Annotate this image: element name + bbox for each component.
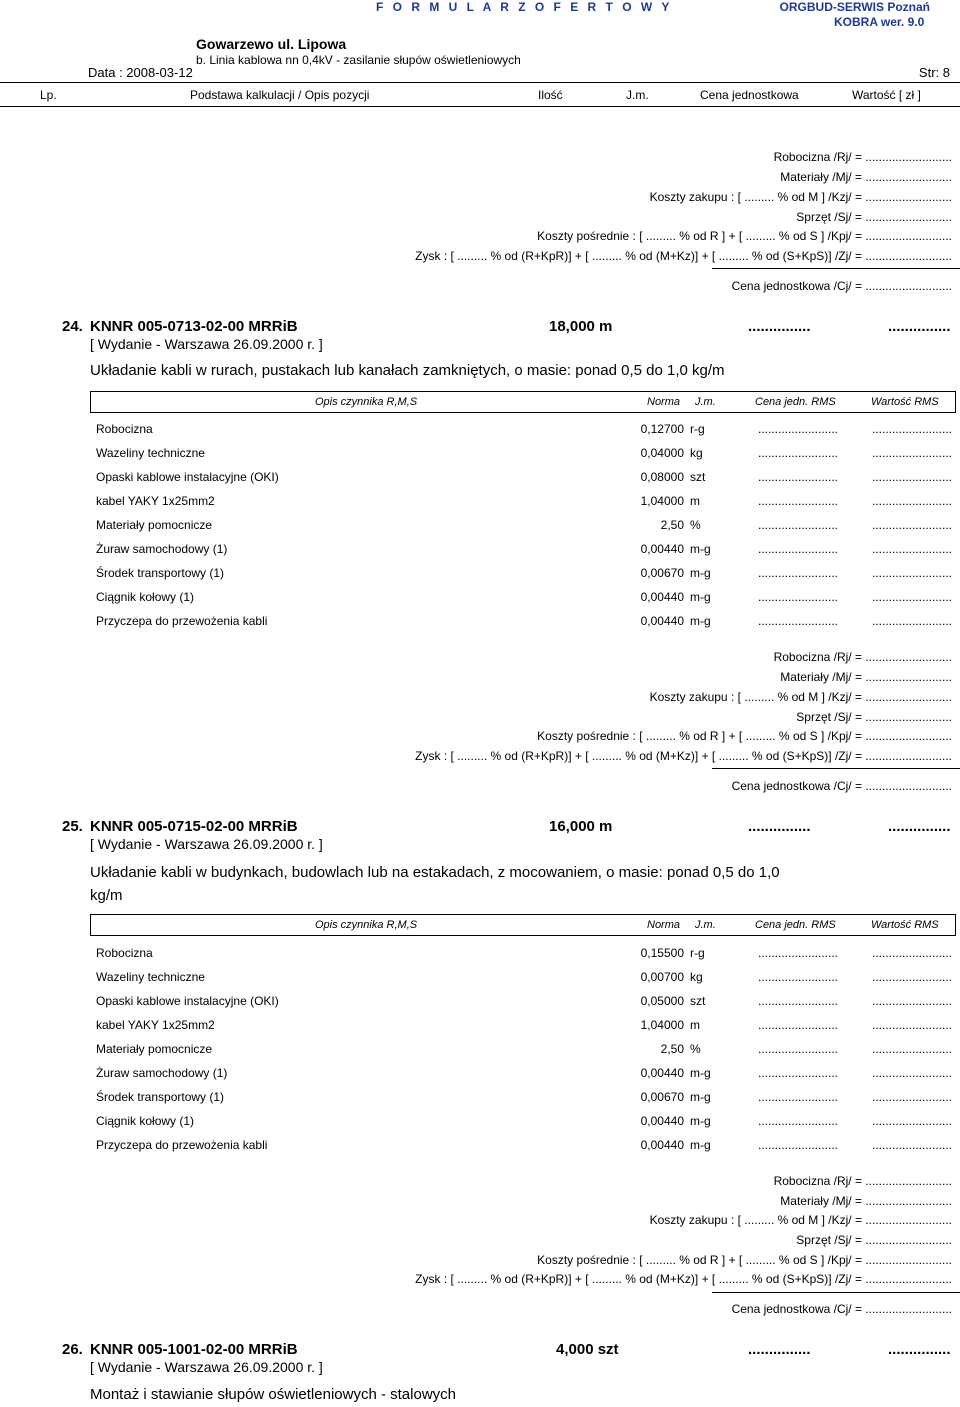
rms-norm: 0,00440 xyxy=(640,590,684,604)
rms-norm: 0,04000 xyxy=(640,446,684,460)
form-title: F O R M U L A R Z O F E R T O W Y xyxy=(376,0,673,14)
rms-row xyxy=(96,566,956,584)
rms-table-header xyxy=(90,914,956,936)
rms-unit: m-g xyxy=(690,590,711,604)
rms-norm: 0,00670 xyxy=(640,1090,684,1104)
project-subtitle: b. Linia kablowa nn 0,4kV - zasilanie słupów oświetleniowych xyxy=(196,53,521,67)
summary-indirect-cost: Koszty pośrednie : [ ......... % od R ] + [ ......... % od S ] /Kpj/ = .......................... xyxy=(537,729,952,743)
summary-unit-price: Cena jednostkowa /Cj/ = .......................... xyxy=(731,1302,952,1316)
rms-unit: m-g xyxy=(690,1138,711,1152)
item-description: Układanie kabli w budynkach, budowlach lub na estakadach, z mocowaniem, o masie: ponad 0,5 do 1,0 xyxy=(90,864,780,881)
rms-norm: 0,00670 xyxy=(640,566,684,580)
rms-norm: 0,00700 xyxy=(640,970,684,984)
rms-norm: 1,04000 xyxy=(640,494,684,508)
rms-price-dots: ........................ xyxy=(758,1066,839,1080)
item-value-dots: ............... xyxy=(888,1341,951,1358)
item-unit-price-dots: ............... xyxy=(748,318,811,335)
rms-norm: 2,50 xyxy=(660,1042,684,1056)
rms-factor: Żuraw samochodowy (1) xyxy=(96,1066,228,1080)
item-description-cont: kg/m xyxy=(90,887,123,904)
summary-equipment: Sprzęt /Sj/ = .......................... xyxy=(796,710,952,724)
rms-price-dots: ........................ xyxy=(758,542,839,556)
software-version: KOBRA wer. 9.0 xyxy=(834,15,925,29)
rms-value-dots: ........................ xyxy=(871,422,952,436)
rms-factor: Materiały pomocnicze xyxy=(96,1042,213,1056)
rms-norm: 0,15500 xyxy=(640,946,684,960)
col-unit: J.m. xyxy=(626,88,649,102)
summary-profit: Zysk : [ ......... % od (R+KpR)] + [ ......... % od (M+Kz)] + [ ......... % od (S+KpS)] /Zj/ = .......................... xyxy=(415,749,952,763)
rms-price-dots: ........................ xyxy=(758,994,839,1008)
rms-col-value: Wartość RMS xyxy=(871,919,939,931)
rms-unit: m-g xyxy=(690,542,711,556)
summary-purchase-cost: Koszty zakupu : [ ......... % od M ] /Kzj/ = .......................... xyxy=(649,690,952,704)
rms-unit: kg xyxy=(690,970,703,984)
rms-norm: 0,12700 xyxy=(640,422,684,436)
rms-factor: Żuraw samochodowy (1) xyxy=(96,542,228,556)
rms-factor: Robocizna xyxy=(96,422,153,436)
company-name: ORGBUD-SERWIS Poznań xyxy=(779,0,930,14)
summary-labor: Robocizna /Rj/ = .......................... xyxy=(773,1174,952,1188)
col-value: Wartość [ zł ] xyxy=(852,88,921,102)
col-unit-price: Cena jednostkowa xyxy=(700,88,799,102)
rms-row xyxy=(96,494,956,512)
rms-price-dots: ........................ xyxy=(758,1090,839,1104)
rms-row xyxy=(96,542,956,560)
rms-unit: m xyxy=(690,1018,700,1032)
rms-norm: 0,00440 xyxy=(640,1114,684,1128)
rms-value-dots: ........................ xyxy=(871,946,952,960)
rms-row xyxy=(96,1066,956,1084)
item-edition: [ Wydanie - Warszawa 26.09.2000 r. ] xyxy=(90,1359,323,1375)
rms-value-dots: ........................ xyxy=(871,518,952,532)
rms-value-dots: ........................ xyxy=(871,446,952,460)
col-lp: Lp. xyxy=(40,88,57,102)
rms-unit: % xyxy=(690,1042,701,1056)
summary-materials: Materiały /Mj/ = .......................... xyxy=(780,670,952,684)
header-rule-bottom xyxy=(0,106,960,107)
rms-unit: r-g xyxy=(690,946,705,960)
rms-norm: 1,04000 xyxy=(640,1018,684,1032)
item-unit-price-dots: ............... xyxy=(748,818,811,835)
summary-rule xyxy=(712,268,960,269)
rms-price-dots: ........................ xyxy=(758,446,839,460)
project-name: Gowarzewo ul. Lipowa xyxy=(196,36,347,52)
rms-table-header xyxy=(90,391,956,413)
rms-row xyxy=(96,1090,956,1108)
rms-value-dots: ........................ xyxy=(871,542,952,556)
col-qty: Ilość xyxy=(538,88,563,102)
rms-factor: Materiały pomocnicze xyxy=(96,518,213,532)
summary-equipment: Sprzęt /Sj/ = .......................... xyxy=(796,210,952,224)
item-code: KNNR 005-1001-02-00 MRRiB xyxy=(90,1341,298,1358)
rms-col-price: Cena jedn. RMS xyxy=(755,396,836,408)
rms-unit: m-g xyxy=(690,1090,711,1104)
summary-indirect-cost: Koszty pośrednie : [ ......... % od R ] + [ ......... % od S ] /Kpj/ = .......................... xyxy=(537,229,952,243)
rms-row xyxy=(96,1138,956,1156)
item-edition: [ Wydanie - Warszawa 26.09.2000 r. ] xyxy=(90,336,323,352)
rms-price-dots: ........................ xyxy=(758,1018,839,1032)
rms-col-unit: J.m. xyxy=(695,396,716,408)
rms-factor: Wazeliny techniczne xyxy=(96,446,205,460)
rms-unit: m-g xyxy=(690,614,711,628)
rms-price-dots: ........................ xyxy=(758,1042,839,1056)
item-number: 24. xyxy=(62,318,83,335)
rms-row xyxy=(96,1042,956,1060)
rms-price-dots: ........................ xyxy=(758,494,839,508)
item-number: 26. xyxy=(62,1341,83,1358)
rms-factor: Środek transportowy (1) xyxy=(96,566,225,580)
item-number: 25. xyxy=(62,818,83,835)
rms-norm: 0,00440 xyxy=(640,542,684,556)
rms-price-dots: ........................ xyxy=(758,1138,839,1152)
rms-value-dots: ........................ xyxy=(871,614,952,628)
rms-factor: Ciągnik kołowy (1) xyxy=(96,590,195,604)
rms-price-dots: ........................ xyxy=(758,518,839,532)
rms-col-factor: Opis czynnika R,M,S xyxy=(315,396,418,408)
rms-factor: Środek transportowy (1) xyxy=(96,1090,225,1104)
rms-price-dots: ........................ xyxy=(758,566,839,580)
rms-value-dots: ........................ xyxy=(871,470,952,484)
item-description: Montaż i stawianie słupów oświetleniowych - stalowych xyxy=(90,1386,456,1403)
summary-indirect-cost: Koszty pośrednie : [ ......... % od R ] + [ ......... % od S ] /Kpj/ = .......................... xyxy=(537,1253,952,1267)
rms-row xyxy=(96,614,956,632)
rms-price-dots: ........................ xyxy=(758,614,839,628)
rms-norm: 2,50 xyxy=(660,518,684,532)
rms-col-norm: Norma xyxy=(647,396,681,408)
rms-unit: m-g xyxy=(690,566,711,580)
rms-value-dots: ........................ xyxy=(871,1090,952,1104)
summary-profit: Zysk : [ ......... % od (R+KpR)] + [ ......... % od (M+Kz)] + [ ......... % od (S+KpS)] /Zj/ = .......................... xyxy=(415,1272,952,1286)
rms-col-factor: Opis czynnika R,M,S xyxy=(315,919,418,931)
item-description: Układanie kabli w rurach, pustakach lub kanałach zamkniętych, o masie: ponad 0,5 do 1,0 kg/m xyxy=(90,362,725,379)
rms-value-dots: ........................ xyxy=(871,1042,952,1056)
item-quantity: 4,000 szt xyxy=(556,1341,619,1358)
rms-factor: kabel YAKY 1x25mm2 xyxy=(96,494,215,508)
rms-factor: Przyczepa do przewożenia kabli xyxy=(96,614,268,628)
rms-factor: Ciągnik kołowy (1) xyxy=(96,1114,195,1128)
rms-norm: 0,00440 xyxy=(640,1138,684,1152)
rms-value-dots: ........................ xyxy=(871,1138,952,1152)
item-value-dots: ............... xyxy=(888,318,951,335)
item-code: KNNR 005-0713-02-00 MRRiB xyxy=(90,318,298,335)
summary-unit-price: Cena jednostkowa /Cj/ = .......................... xyxy=(731,779,952,793)
rms-row xyxy=(96,422,956,440)
rms-price-dots: ........................ xyxy=(758,970,839,984)
rms-price-dots: ........................ xyxy=(758,422,839,436)
summary-purchase-cost: Koszty zakupu : [ ......... % od M ] /Kzj/ = .......................... xyxy=(649,190,952,204)
summary-labor: Robocizna /Rj/ = .......................... xyxy=(773,650,952,664)
rms-value-dots: ........................ xyxy=(871,994,952,1008)
rms-factor: kabel YAKY 1x25mm2 xyxy=(96,1018,215,1032)
summary-materials: Materiały /Mj/ = .......................... xyxy=(780,170,952,184)
summary-equipment: Sprzęt /Sj/ = .......................... xyxy=(796,1233,952,1247)
summary-rule xyxy=(712,768,960,769)
rms-factor: Opaski kablowe instalacyjne (OKI) xyxy=(96,994,279,1008)
rms-price-dots: ........................ xyxy=(758,470,839,484)
rms-price-dots: ........................ xyxy=(758,946,839,960)
rms-unit: m xyxy=(690,494,700,508)
rms-col-price: Cena jedn. RMS xyxy=(755,919,836,931)
rms-norm: 0,00440 xyxy=(640,614,684,628)
rms-factor: Wazeliny techniczne xyxy=(96,970,205,984)
item-edition: [ Wydanie - Warszawa 26.09.2000 r. ] xyxy=(90,836,323,852)
rms-row xyxy=(96,970,956,988)
rms-col-norm: Norma xyxy=(647,919,681,931)
summary-labor: Robocizna /Rj/ = .......................... xyxy=(773,150,952,164)
rms-row xyxy=(96,1018,956,1036)
rms-price-dots: ........................ xyxy=(758,590,839,604)
rms-row xyxy=(96,590,956,608)
summary-rule xyxy=(712,1292,960,1293)
page-number: Str: 8 xyxy=(918,65,950,80)
rms-value-dots: ........................ xyxy=(871,970,952,984)
col-basis: Podstawa kalkulacji / Opis pozycji xyxy=(190,88,370,102)
rms-row xyxy=(96,1114,956,1132)
rms-factor: Opaski kablowe instalacyjne (OKI) xyxy=(96,470,279,484)
document-date: Data : 2008-03-12 xyxy=(88,65,193,80)
rms-unit: % xyxy=(690,518,701,532)
rms-value-dots: ........................ xyxy=(871,566,952,580)
rms-value-dots: ........................ xyxy=(871,1066,952,1080)
summary-materials: Materiały /Mj/ = .......................... xyxy=(780,1194,952,1208)
rms-price-dots: ........................ xyxy=(758,1114,839,1128)
rms-norm: 0,00440 xyxy=(640,1066,684,1080)
rms-value-dots: ........................ xyxy=(871,1114,952,1128)
summary-purchase-cost: Koszty zakupu : [ ......... % od M ] /Kzj/ = .......................... xyxy=(649,1213,952,1227)
rms-norm: 0,05000 xyxy=(640,994,684,1008)
rms-unit: m-g xyxy=(690,1114,711,1128)
rms-value-dots: ........................ xyxy=(871,1018,952,1032)
rms-value-dots: ........................ xyxy=(871,494,952,508)
rms-factor: Robocizna xyxy=(96,946,153,960)
rms-col-value: Wartość RMS xyxy=(871,396,939,408)
rms-factor: Przyczepa do przewożenia kabli xyxy=(96,1138,268,1152)
rms-norm: 0,08000 xyxy=(640,470,684,484)
rms-row xyxy=(96,446,956,464)
header-rule-top xyxy=(0,82,960,83)
item-unit-price-dots: ............... xyxy=(748,1341,811,1358)
summary-unit-price: Cena jednostkowa /Cj/ = .......................... xyxy=(731,279,952,293)
item-quantity: 16,000 m xyxy=(549,818,613,835)
summary-profit: Zysk : [ ......... % od (R+KpR)] + [ ......... % od (M+Kz)] + [ ......... % od (S+KpS)] /Zj/ = .......................... xyxy=(415,249,952,263)
item-quantity: 18,000 m xyxy=(549,318,613,335)
rms-unit: szt xyxy=(690,470,706,484)
rms-unit: kg xyxy=(690,446,703,460)
rms-value-dots: ........................ xyxy=(871,590,952,604)
rms-col-unit: J.m. xyxy=(695,919,716,931)
rms-row xyxy=(96,470,956,488)
rms-unit: r-g xyxy=(690,422,705,436)
item-value-dots: ............... xyxy=(888,818,951,835)
item-code: KNNR 005-0715-02-00 MRRiB xyxy=(90,818,298,835)
rms-row xyxy=(96,946,956,964)
rms-row xyxy=(96,994,956,1012)
rms-unit: szt xyxy=(690,994,706,1008)
rms-unit: m-g xyxy=(690,1066,711,1080)
rms-row xyxy=(96,518,956,536)
